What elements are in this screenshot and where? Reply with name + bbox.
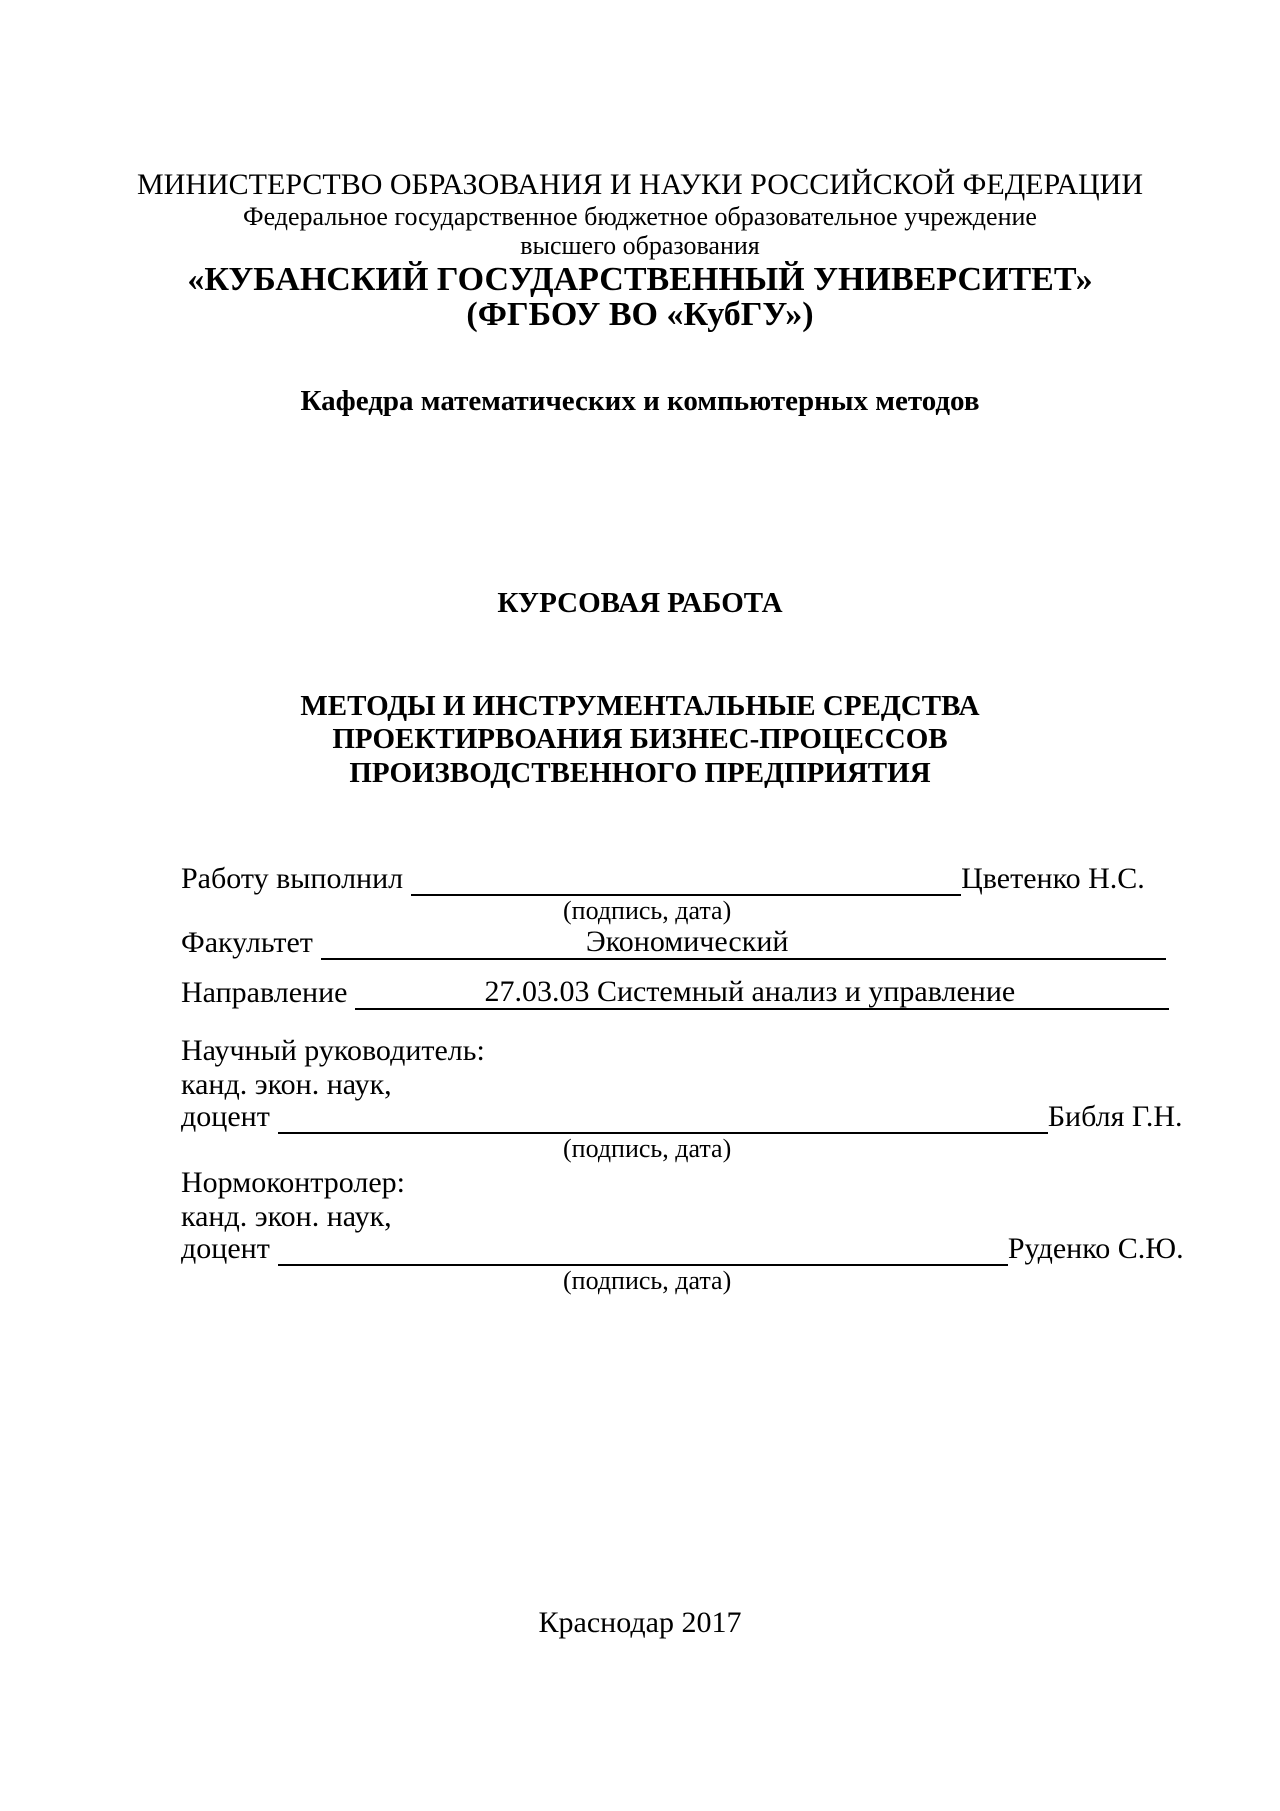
institution-level-line: высшего образования: [520, 231, 760, 260]
university-name: «КУБАНСКИЙ ГОСУДАРСТВЕННЫЙ УНИВЕРСИТЕТ»: [187, 261, 1093, 298]
normcontroller-name: Руденко С.Ю.: [1007, 1232, 1184, 1265]
performed-by-label: Работу выполнил: [181, 862, 404, 895]
performed-by-row: [181, 862, 1145, 896]
supervisor-signature-hint: (подпись, дата): [563, 1134, 732, 1163]
work-title-line-3: ПРОИЗВОДСТВЕННОГО ПРЕДПРИЯТИЯ: [349, 757, 931, 789]
normcontroller-signature-line: [278, 1238, 1008, 1266]
faculty-row: [181, 926, 1166, 960]
normcontroller-degree: канд. экон. наук,: [181, 1200, 392, 1233]
supervisor-row: [181, 1100, 1183, 1134]
normcontroller-signature-hint: (подпись, дата): [563, 1266, 732, 1295]
supervisor-name: Библя Г.Н.: [1047, 1100, 1183, 1133]
city-year: Краснодар 2017: [538, 1606, 742, 1639]
performed-signature-line: [411, 868, 961, 896]
institution-type-line: Федеральное государственное бюджетное образовательное учреждение: [243, 202, 1037, 231]
faculty-field: [321, 926, 1166, 960]
work-title-line-2: ПРОЕКТИРВОАНИЯ БИЗНЕС-ПРОЦЕССОВ: [332, 723, 948, 755]
supervisor-signature-line: [278, 1106, 1048, 1134]
ministry-line: МИНИСТЕРСТВО ОБРАЗОВАНИЯ И НАУКИ РОССИЙСКОЙ ФЕДЕРАЦИИ: [137, 168, 1143, 201]
normcontroller-position: доцент: [181, 1232, 270, 1265]
work-title-line-1: МЕТОДЫ И ИНСТРУМЕНТАЛЬНЫЕ СРЕДСТВА: [300, 690, 980, 722]
work-type: КУРСОВАЯ РАБОТА: [497, 587, 783, 619]
supervisor-degree: канд. экон. наук,: [181, 1068, 392, 1101]
performed-by-name: Цветенко Н.С.: [961, 862, 1145, 895]
department-name: Кафедра математических и компьютерных методов: [300, 385, 980, 417]
normcontroller-label: Нормоконтролер:: [181, 1166, 406, 1199]
faculty-label: Факультет: [181, 926, 313, 959]
direction-label: Направление: [181, 976, 348, 1009]
direction-field: [355, 976, 1169, 1010]
direction-row: [181, 976, 1169, 1010]
faculty-value: Экономический: [585, 925, 789, 958]
university-short-name: (ФГБОУ ВО «КубГУ»): [466, 296, 814, 333]
direction-value: 27.03.03 Системный анализ и управление: [484, 975, 1016, 1008]
normcontroller-row: [181, 1232, 1184, 1266]
performed-signature-hint: (подпись, дата): [563, 896, 732, 925]
supervisor-position: доцент: [181, 1100, 270, 1133]
supervisor-label: Научный руководитель:: [181, 1034, 485, 1067]
